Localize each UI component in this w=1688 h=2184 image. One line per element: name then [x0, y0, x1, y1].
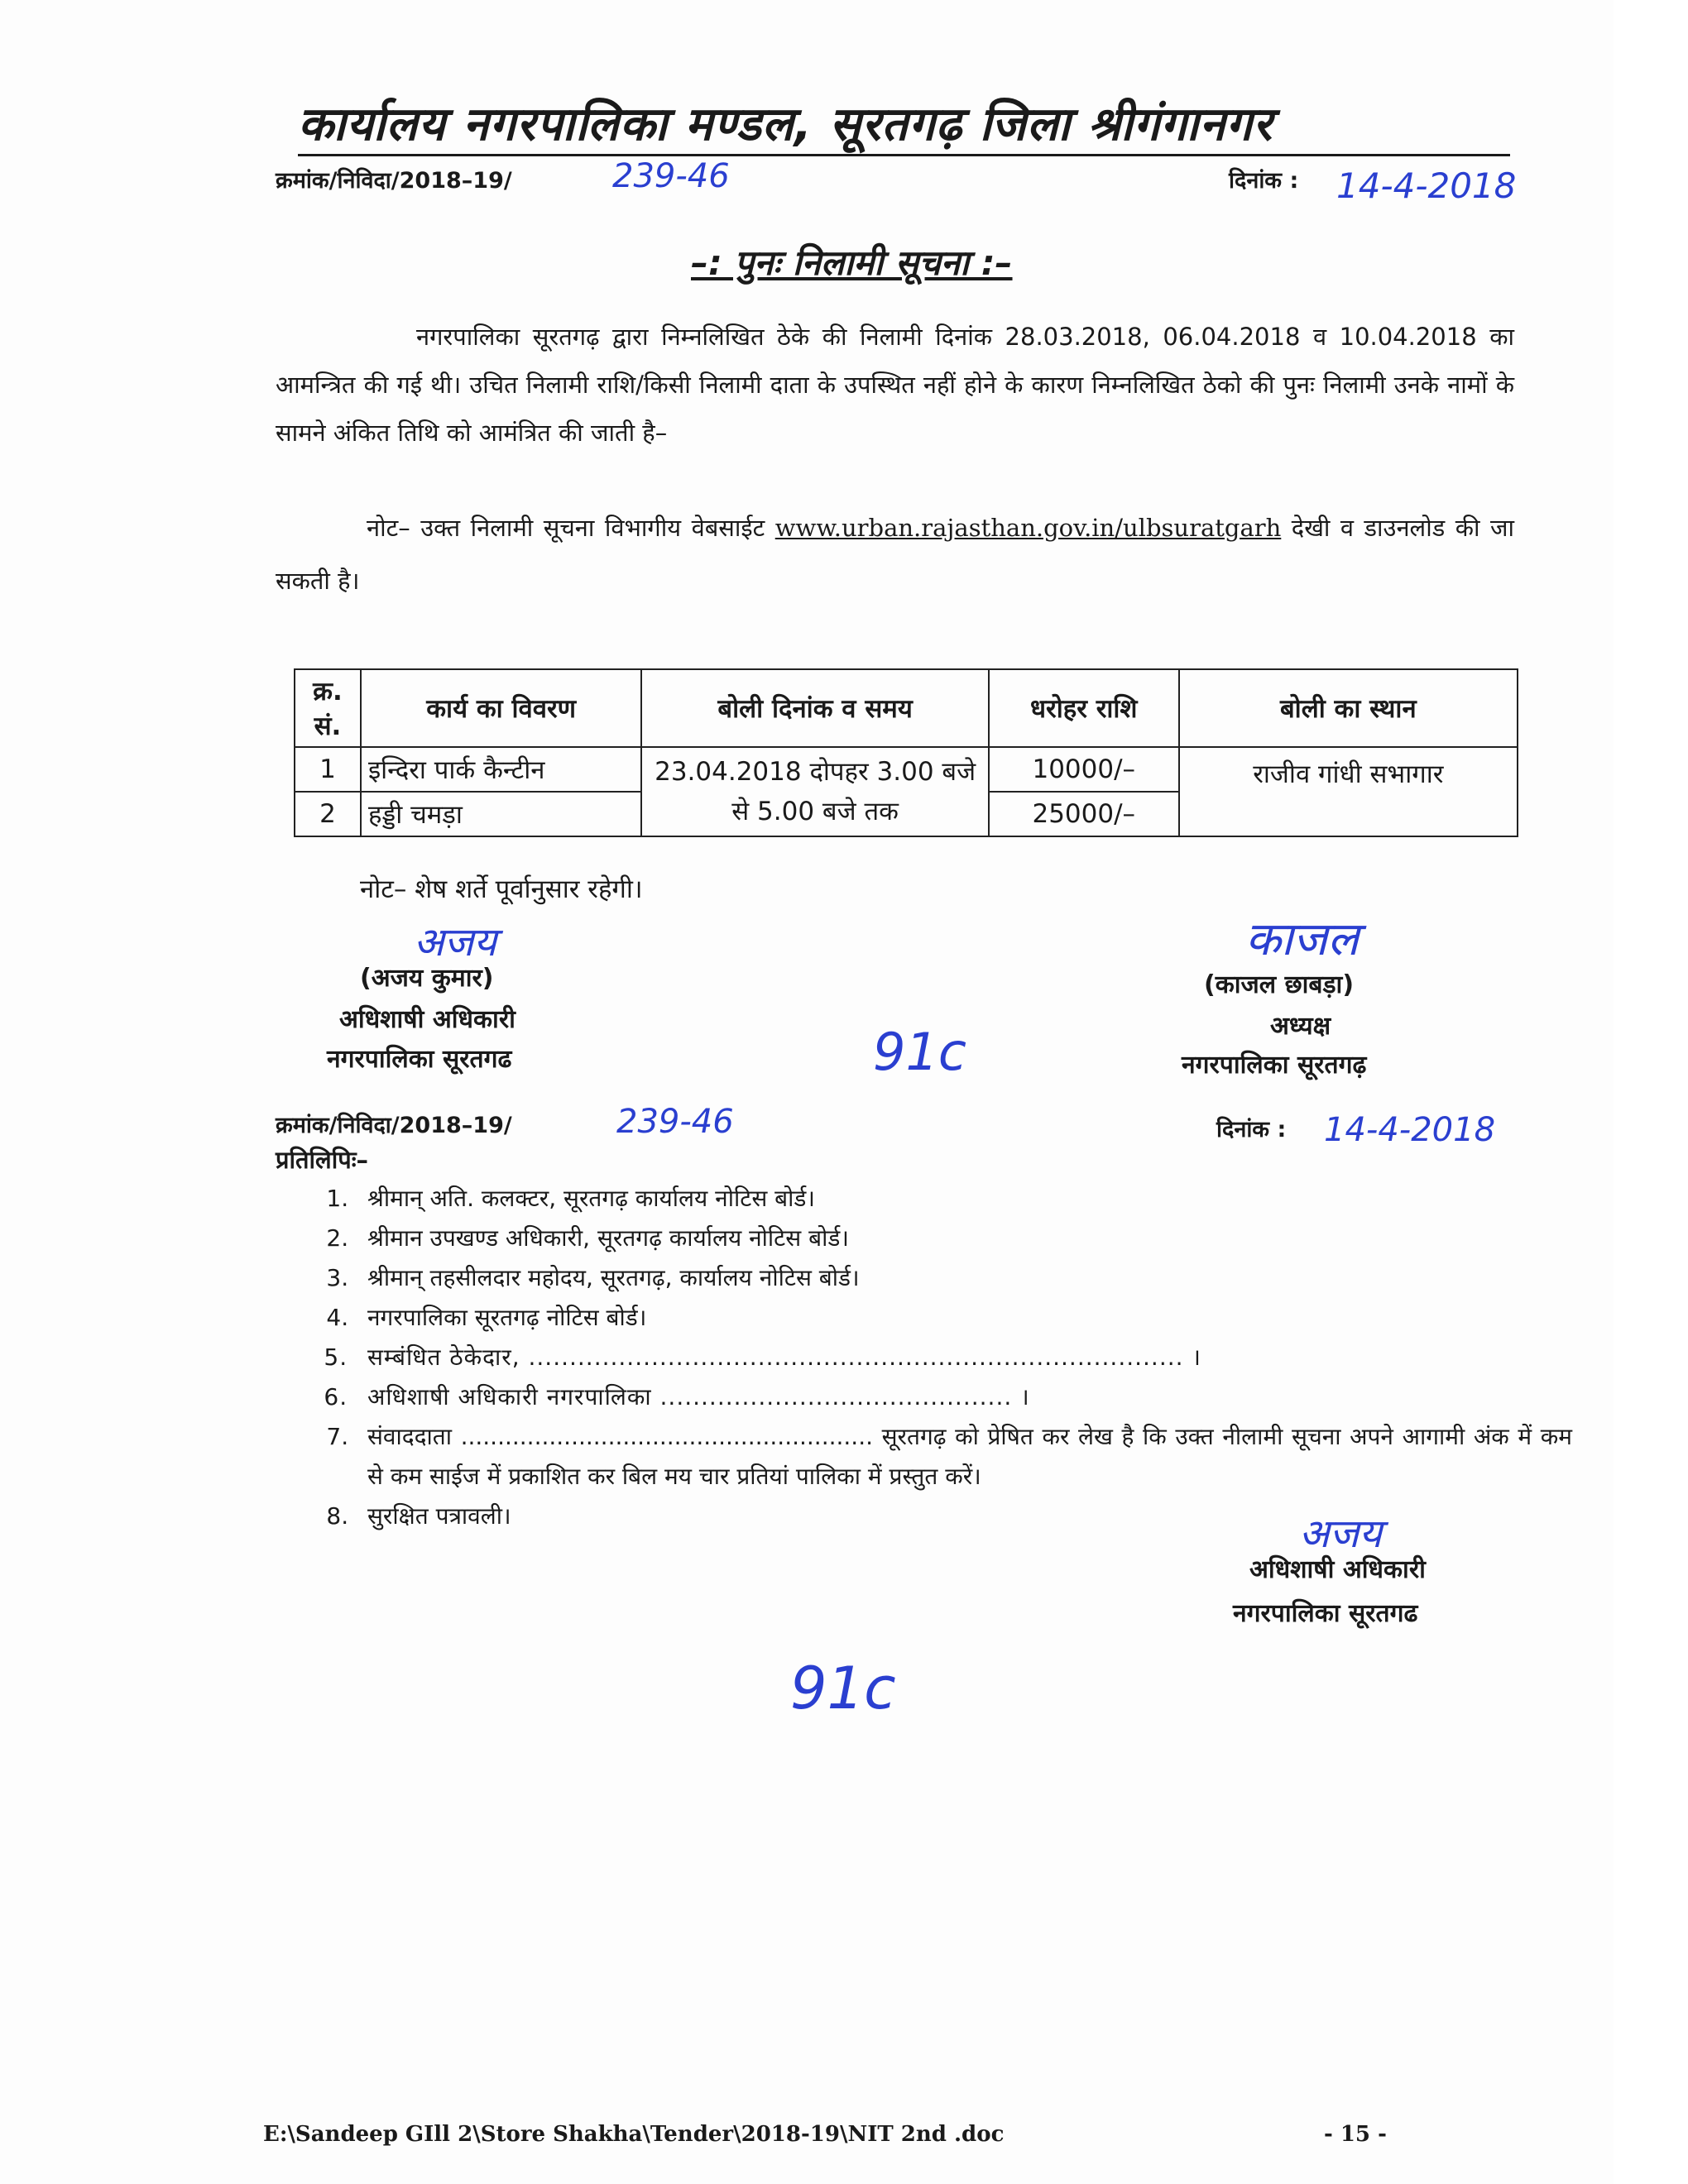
header-deposit: धरोहर राशि [989, 669, 1179, 747]
auction-table [294, 668, 1518, 837]
page-number: - 15 - [1324, 2122, 1387, 2147]
bottom-initial: 91c [790, 1655, 896, 1722]
row-description: इन्दिरा पार्क कैन्टीन [361, 747, 641, 792]
list-item: 4. नगरपालिका सूरतगढ़ नोटिस बोर्ड। [356, 1298, 1572, 1338]
website-note [276, 501, 1514, 607]
left-signatory-name: (अजय कुमार) [360, 964, 494, 993]
bottom-signatory-office: नगरपालिका सूरतगढ [1233, 1599, 1418, 1628]
office-title: कार्यालय नगरपालिका मण्डल, सूरतगढ़ जिला श्रीगंगानगर [298, 98, 1273, 151]
reference-number-handwritten: 239-46 [612, 157, 730, 195]
list-item: 2. श्रीमान उपखण्ड अधिकारी, सूरतगढ़ कार्यालय नोटिस बोर्ड। [356, 1219, 1572, 1258]
row-deposit: 25000/– [989, 792, 1179, 836]
row-serial: 2 [295, 792, 361, 836]
file-path-footer: E:\Sandeep GIll 2\Store Shakha\Tender\2018-19\NIT 2nd .doc [263, 2122, 1005, 2147]
row-deposit: 10000/– [989, 747, 1179, 792]
right-signatory-name: (काजल छाबड़ा) [1204, 970, 1355, 999]
notice-heading: –: पुनः निलामी सूचना :– [691, 242, 1013, 283]
website-link[interactable]: www.urban.rajasthan.gov.in/ulbsuratgarh [774, 514, 1282, 542]
title-underline [298, 154, 1510, 156]
website-note-prefix: नोट– उक्त निलामी सूचना विभागीय वेबसाईट [367, 514, 765, 542]
table-row [295, 747, 1518, 792]
list-item: 5. सम्बंधित ठेकेदार, ................................................................................ । [356, 1338, 1572, 1377]
right-signatory-designation: अध्यक्ष [1270, 1012, 1331, 1041]
bottom-signature: अजय [1299, 1511, 1383, 1557]
copy-reference-handwritten: 239-46 [616, 1103, 734, 1141]
row-description: हड्डी चमड़ा [361, 792, 641, 836]
list-item: 1. श्रीमान् अति. कलक्टर, सूरतगढ़ कार्यालय नोटिस बोर्ड। [356, 1179, 1572, 1219]
notice-paragraph [276, 313, 1514, 457]
middle-initial: 91c [873, 1022, 966, 1082]
bid-venue: राजीव गांधी सभागार [1179, 747, 1518, 836]
left-signature: अजय [414, 919, 497, 965]
date-handwritten: 14-4-2018 [1336, 165, 1517, 206]
website-note-suffix: देखी व डाउनलोड की जा सकती है। [276, 514, 1515, 595]
copy-reference-label: क्रमांक/निविदा/2018–19/ [276, 1113, 512, 1138]
reference-number-label: क्रमांक/निविदा/2018–19/ [276, 168, 512, 194]
header-bid-date: बोली दिनांक व समय [641, 669, 988, 747]
copy-date-handwritten: 14-4-2018 [1324, 1111, 1496, 1149]
list-item: 6. अधिशाषी अधिकारी नगरपालिका ........................................... । [356, 1377, 1572, 1417]
list-item: 8. सुरक्षित पत्रावली। [356, 1497, 1572, 1536]
left-signatory-office: नगरपालिका सूरतगढ [327, 1045, 512, 1074]
header-serial: क्र. सं. [295, 669, 361, 747]
date-label: दिनांक : [1229, 168, 1299, 194]
row-serial: 1 [295, 747, 361, 792]
bottom-signatory-designation: अधिशाषी अधिकारी [1249, 1555, 1426, 1584]
notice-paragraph-text: नगरपालिका सूरतगढ़ द्वारा निम्नलिखित ठेके की निलामी दिनांक 28.03.2018, 06.04.2018 व 10.04.2018 का आमन्त्रित की गई थी। उचित निलामी राशि/किसी निलामी दाता के उपस्थित नहीं होने के कारण निम्नलिखित ठेको की पुनः निलामी उनके नामों के सामने अंकित तिथि को आमंत्रित की जाती है– [276, 323, 1514, 447]
table-header-row [295, 669, 1518, 747]
bid-date-time: 23.04.2018 दोपहर 3.00 बजे से 5.00 बजे तक [641, 747, 988, 836]
terms-note: नोट– शेष शर्ते पूर्वानुसार रहेगी। [360, 874, 643, 904]
scan-margin [1614, 0, 1688, 2184]
copies-list [306, 1179, 1572, 1536]
list-item: 7. संवाददाता ........................................................ सूरतगढ़ को प्रेषित कर लेख है कि उक्त नीलामी सूचना अपने आगामी अंक में कम से कम साईज में प्रकाशित कर बिल मय चार प्रतियां पालिका में प्रस्तुत करें। [356, 1417, 1572, 1497]
header-description: कार्य का विवरण [361, 669, 641, 747]
right-signatory-office: नगरपालिका सूरतगढ़ [1182, 1051, 1367, 1080]
list-item: 3. श्रीमान् तहसीलदार महोदय, सूरतगढ़, कार्यालय नोटिस बोर्ड। [356, 1258, 1572, 1298]
right-signature: काजल [1245, 912, 1360, 966]
copies-heading: प्रतिलिपिः– [276, 1146, 369, 1174]
copy-date-label: दिनांक : [1216, 1117, 1287, 1142]
left-signatory-designation: अधिशाषी अधिकारी [339, 1005, 516, 1034]
header-venue: बोली का स्थान [1179, 669, 1518, 747]
